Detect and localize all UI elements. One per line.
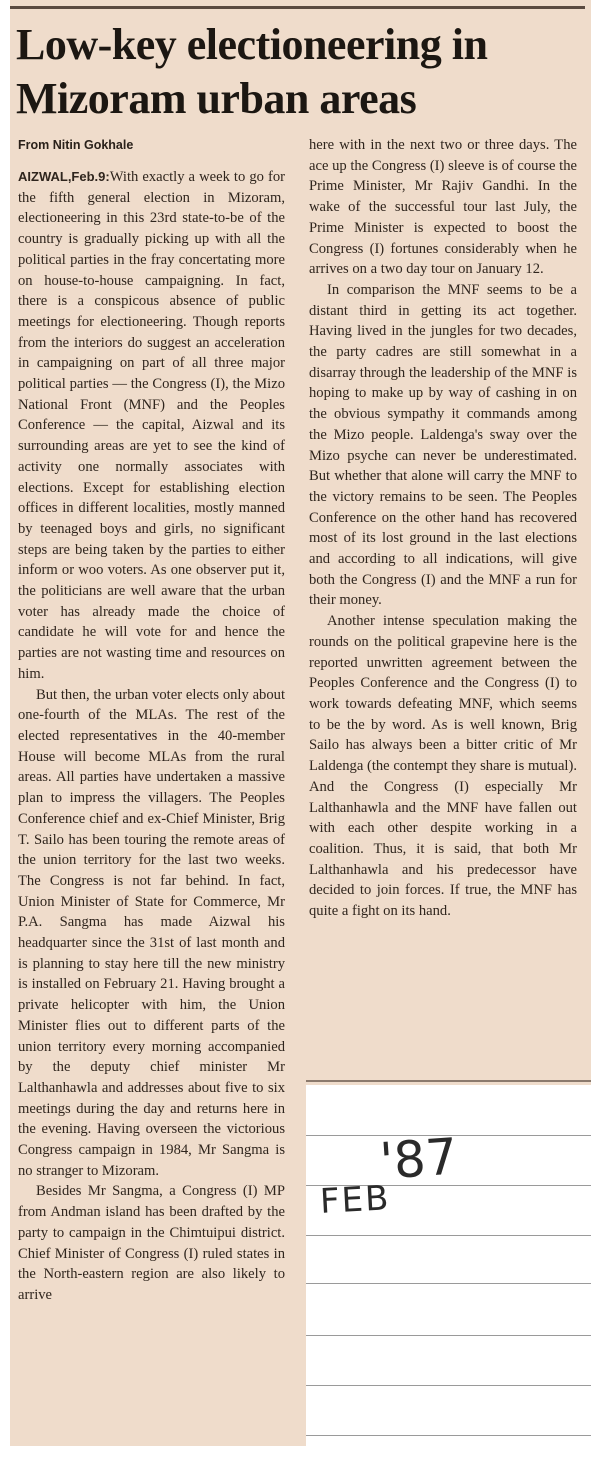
- clipping-cut-edge: [306, 1080, 591, 1082]
- article-paragraph: Another intense speculation making the rounds on the political grapevine here is the reported unwritten agreement between the Peoples Conference and the Congress (I) to work towards defeating MNF, which seems to be the by word. As is well known, Brig Sailo has always been a bitter critic of Mr Laldenga (the contempt they share is mutual). And the Congress (I) especially Mr Lalthanhawla and the MNF have fallen out with each other despite working in a coalition. Thus, it is said, that both Mr Lalthanhawla and his predecessor have decided to join forces. If true, the MNF has quite a fight on its hand.: [309, 613, 577, 920]
- article-paragraph: here with in the next two or three days. The ace up the Congress (I) sleeve is of course the Prime Minister, Mr Rajiv Gandhi. In the wake of the successful tour last July, the Prime Minister is expected to boost the Congress (I) fortunes considerably when he arrives on a two day tour on January 12.: [309, 137, 577, 278]
- notebook-rule: [306, 1235, 591, 1236]
- dateline: AIZWAL,Feb.9:: [18, 169, 110, 184]
- notebook-rule: [306, 1335, 591, 1336]
- notebook-rule: [306, 1435, 591, 1436]
- handwritten-month: FEB: [319, 1178, 392, 1222]
- headline: Low-key electioneering in Mizoram urban areas: [16, 20, 488, 123]
- byline: From Nitin Gokhale: [18, 138, 134, 152]
- article-column-right: [309, 135, 577, 922]
- top-border-rule: [10, 6, 585, 9]
- article-paragraph: In comparison the MNF seems to be a distant third in getting its act together. Having lived in the jungles for two decades, the party cadres are still somewhat in a disarray through the leadership of the MNF is hoping to make up by way of cashing in on the obvious sympathy it commands among the Mizo people. Laldenga's sway over the Mizo psyche can never be underestimated. But whether that alone will carry the MNF to the victory remains to be seen. The Peoples Conference on the other hand has recovered most of its lost ground in the last elections and according to all indications, will give both the Congress (I) and the MNF a run for their money.: [309, 281, 577, 609]
- article-column-left: [18, 167, 285, 1306]
- article-paragraph: Besides Mr Sangma, a Congress (I) MP from Andman island has been drafted by the party to campaign in the Chimtuipui district. Chief Minister of Congress (I) ruled states in the North-eastern region are also likely to arrive: [18, 1183, 285, 1303]
- handwritten-year: '87: [378, 1127, 460, 1191]
- paragraph-text: With exactly a week to go for the fifth general election in Mizoram, electioneering in this 23rd state-to-be of the country is gradually picking up with all the political parties in the fray concertating more on house-to-house campaigning. In fact, there is a conspicous absence of public meetings for electioneering. Though reports from the interiors do suggest an acceleration in campaigning on part of all three major political parties — the Congress (I), the Mizo National Front (MNF) and the Peoples Conference — the capital, Aizwal and its surrounding areas are yet to see the kind of activity one normally associates with elections. Except for establishing election offices in different localities, mostly manned by teenaged boys and girls, no significant steps are being taken by the parties to either inform or woo voters. As one observer put it, the politicians are well aware that the urban voter has already made the choice of candidate he will vote for and hence the parties are not wasting time and resources on him.: [18, 169, 285, 682]
- article-paragraph: But then, the urban voter elects only about one-fourth of the MLAs. The rest of the elected representatives in the 40-member House will become MLAs from the rural areas. All parties have undertaken a massive plan to impress the villagers. The Peoples Conference chief and ex-Chief Minister, Brig T. Sailo has been touring the remote areas of the union territory for the last two weeks. The Congress is not far behind. In fact, Union Minister of State for Commerce, Mr P.A. Sangma has made Aizwal his headquarter since the 31st of last month and is planning to stay here till the new ministry is installed on February 21. Having brought a private helicopter with him, the Union Minister flies out to different parts of the union territory every morning accompanied by the deputy chief minister Mr Lalthanhawla and addresses about five to six meetings during the day and returns here in the evening. Having overseen the victorious Congress campaign in 1984, Mr Sangma is no stranger to Mizoram.: [18, 686, 285, 1179]
- article-paragraph: [18, 167, 285, 685]
- notebook-rule: [306, 1385, 591, 1386]
- notebook-rule: [306, 1283, 591, 1284]
